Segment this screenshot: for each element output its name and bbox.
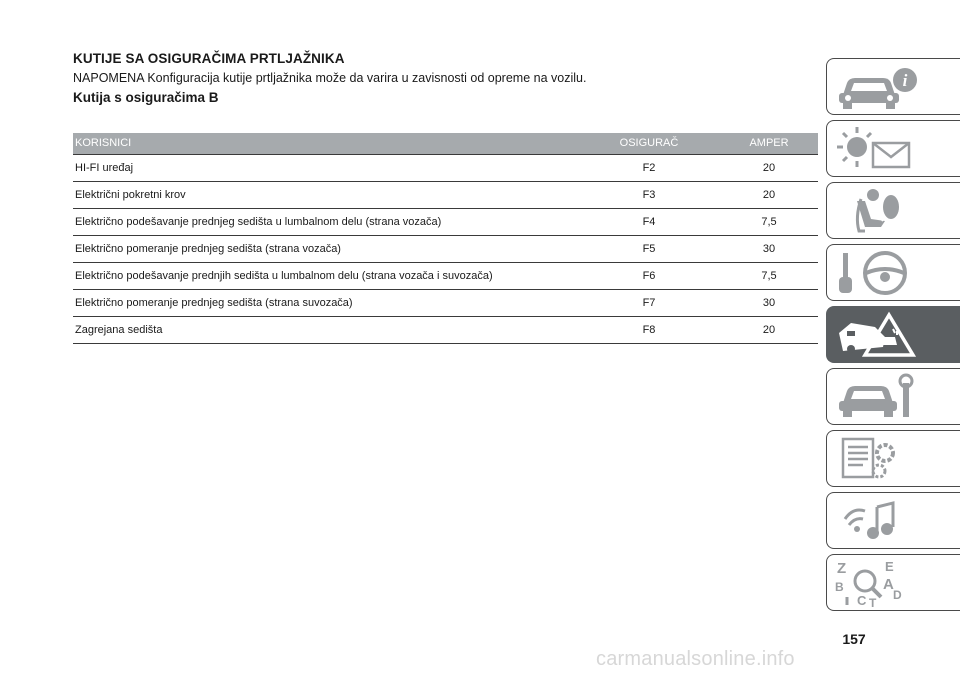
- tab-multimedia[interactable]: [826, 492, 960, 549]
- cell-amp: 20: [718, 154, 818, 181]
- tab-emergency[interactable]: [826, 306, 960, 363]
- cell-amp: 7,5: [718, 208, 818, 235]
- cell-fuse: F4: [578, 208, 718, 235]
- svg-text:i: i: [902, 71, 908, 90]
- index-letter: B: [835, 580, 844, 594]
- table-row: [73, 181, 818, 208]
- cell-user: Zagrejana sedišta: [73, 316, 578, 343]
- tab-starting-driving[interactable]: [826, 244, 960, 301]
- seat-airbag-icon: [835, 187, 945, 235]
- cell-fuse: F6: [578, 262, 718, 289]
- tab-warning-lights[interactable]: [826, 120, 960, 177]
- watermark: carmanualsonline.info: [596, 648, 795, 670]
- cell-user: Električno pomeranje prednjeg sedišta (strana suvozača): [73, 289, 578, 316]
- column-header-amper: AMPER: [718, 133, 818, 154]
- car-breakdown-warning-icon: [835, 311, 945, 359]
- car-service-wrench-icon: [835, 373, 945, 421]
- technical-data-gears-icon: [835, 435, 945, 483]
- table-row: [73, 262, 818, 289]
- chapter-tabs: [826, 58, 960, 616]
- cell-user: Električni pokretni krov: [73, 181, 578, 208]
- table-row: [73, 154, 818, 181]
- configuration-note: NAPOMENA Konfiguracija kutije prtljažnika može da varira u zavisnosti od opreme na vozilu.: [73, 71, 587, 85]
- column-header-users: KORISNICI: [73, 133, 578, 154]
- cell-fuse: F8: [578, 316, 718, 343]
- tab-maintenance[interactable]: [826, 368, 960, 425]
- index-letter: D: [893, 588, 902, 602]
- table-row: [73, 208, 818, 235]
- car-info-icon: [835, 63, 945, 111]
- warning-lights-envelope-icon: [835, 125, 945, 173]
- cell-fuse: F2: [578, 154, 718, 181]
- cell-user: HI-FI uređaj: [73, 154, 578, 181]
- cell-user: Električno podešavanje prednjeg sedišta u lumbalnom delu (strana vozača): [73, 208, 578, 235]
- cell-user: Električno podešavanje prednjih sedišta u lumbalnom delu (strana vozača i suvozača): [73, 262, 578, 289]
- index-letter: A: [883, 576, 894, 593]
- cell-amp: 20: [718, 181, 818, 208]
- fuse-table: [73, 133, 818, 344]
- cell-amp: 30: [718, 289, 818, 316]
- fuse-box-subtitle: Kutija s osiguračima B: [73, 90, 219, 105]
- table-row: [73, 289, 818, 316]
- cell-amp: 7,5: [718, 262, 818, 289]
- column-header-fuse: OSIGURAČ: [578, 133, 718, 154]
- cell-fuse: F3: [578, 181, 718, 208]
- index-letter: C: [857, 593, 867, 607]
- multimedia-music-icon: [835, 497, 945, 545]
- cell-amp: 30: [718, 235, 818, 262]
- index-letter: E: [885, 559, 894, 574]
- tab-index[interactable]: [826, 554, 960, 611]
- tab-technical-data[interactable]: [826, 430, 960, 487]
- alphabetical-index-icon: [835, 559, 945, 607]
- tab-vehicle-info[interactable]: [826, 58, 960, 115]
- cell-user: Električno pomeranje prednjeg sedišta (strana vozača): [73, 235, 578, 262]
- key-steering-wheel-icon: [835, 249, 945, 297]
- page-number: 157: [842, 631, 866, 647]
- tab-safety[interactable]: [826, 182, 960, 239]
- cell-fuse: F5: [578, 235, 718, 262]
- table-row: [73, 316, 818, 343]
- cell-fuse: F7: [578, 289, 718, 316]
- table-row: [73, 235, 818, 262]
- index-letter: T: [869, 596, 877, 607]
- cell-amp: 20: [718, 316, 818, 343]
- section-title: KUTIJE SA OSIGURAČIMA PRTLJAŽNIKA: [73, 51, 345, 66]
- index-letter: Z: [837, 560, 847, 577]
- page-content: [73, 50, 818, 107]
- table-header-row: [73, 133, 818, 154]
